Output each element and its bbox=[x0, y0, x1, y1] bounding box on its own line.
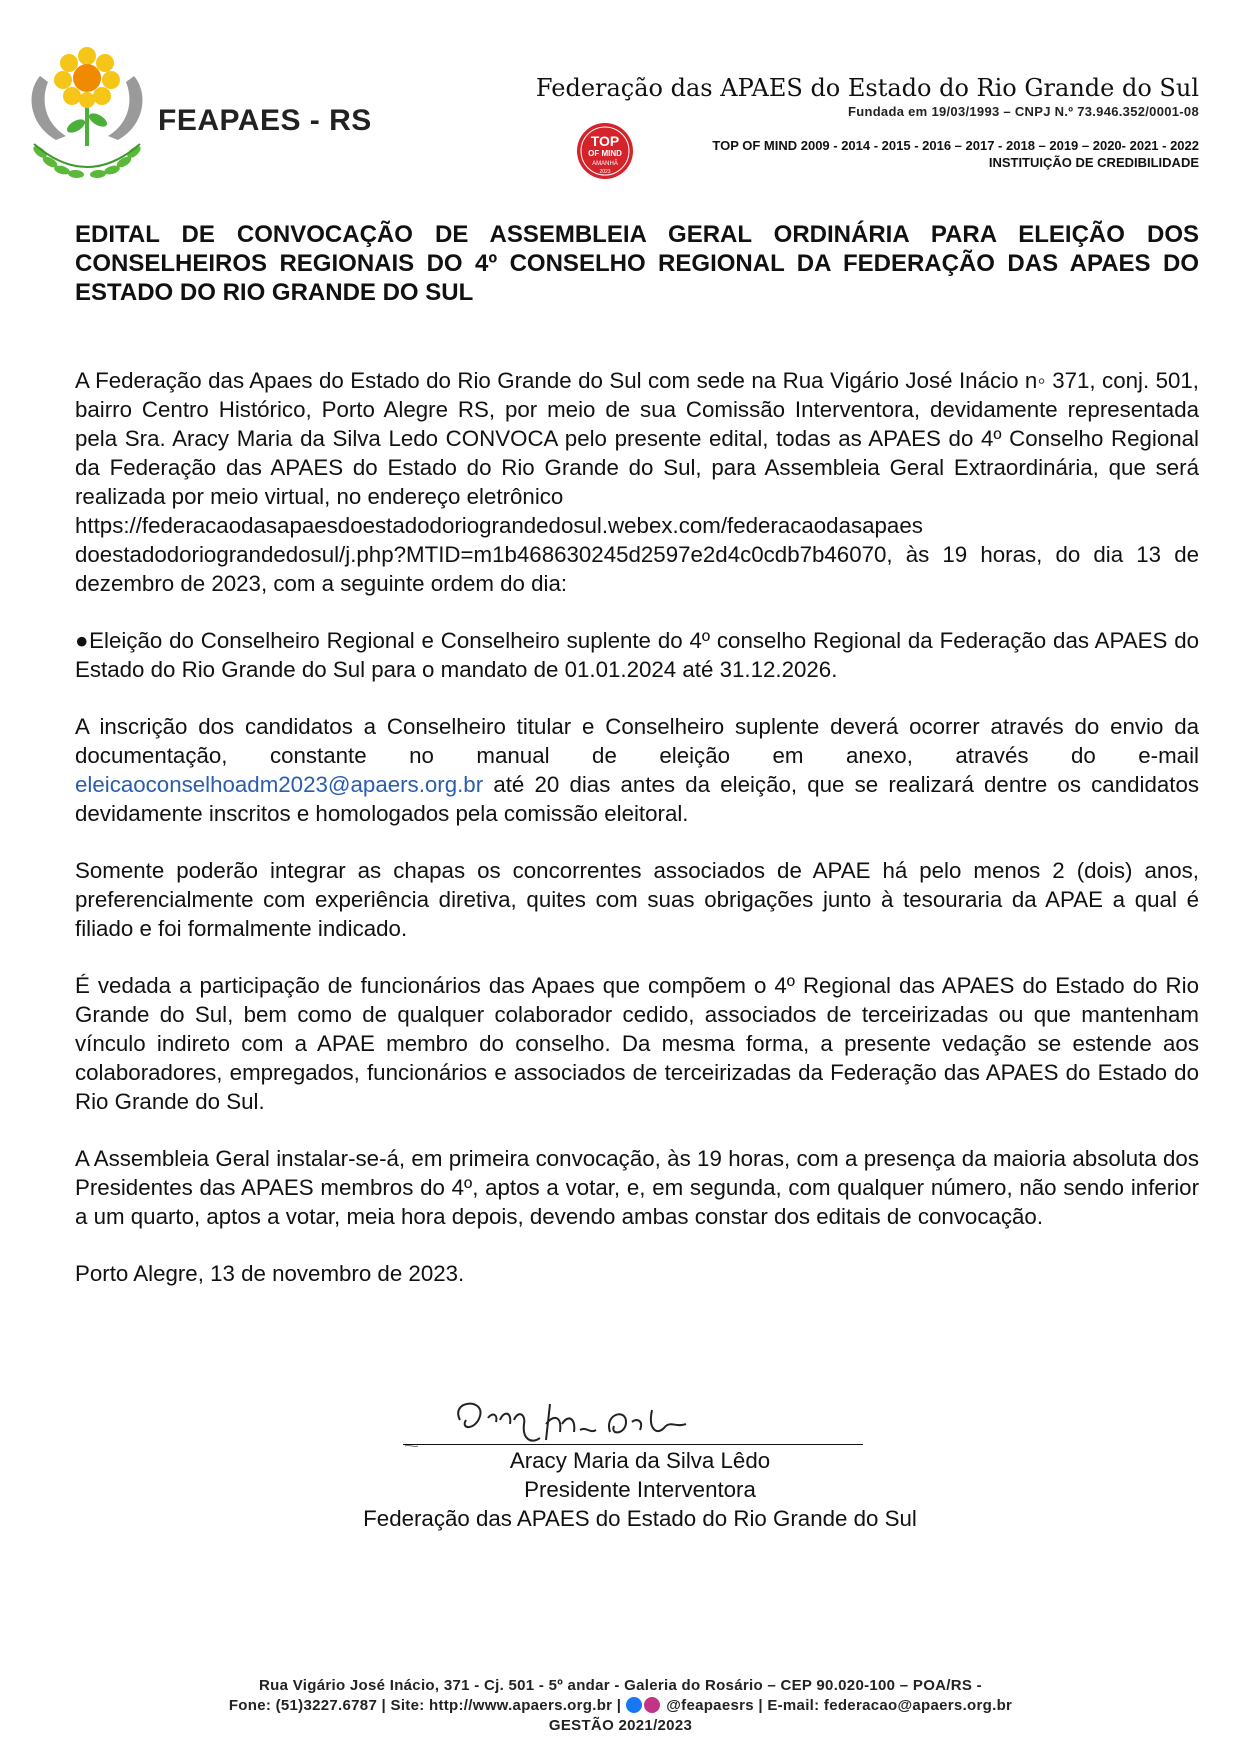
footer-contact-social-email: @feapaesrs | E-mail: federacao@apaers.org.br bbox=[661, 1697, 1013, 1714]
signatory-role: Presidente Interventora bbox=[524, 1477, 756, 1502]
bullet-icon: ● bbox=[75, 628, 90, 653]
badge-mid: OF MIND bbox=[588, 149, 622, 158]
edital-heading: EDITAL DE CONVOCAÇÃO DE ASSEMBLEIA GERAL ORDINÁRIA PARA ELEIÇÃO DOS CONSELHEIROS REGIONAIS DO 4º CONSELHO REGIONAL DA FEDERAÇÃO DAS APAES DO ESTADO DO RIO GRANDE DO SUL bbox=[75, 221, 1199, 306]
page-footer bbox=[0, 1676, 1241, 1736]
agenda-item bbox=[75, 626, 1199, 684]
footer-contact-phone-site: Fone: (51)3227.6787 | Site: http://www.apaers.org.br | bbox=[228, 1697, 626, 1714]
paragraph-eligibility: Somente poderão integrar as chapas os concorrentes associados de APAE há pelo menos 2 (dois) anos, preferencialmente com experiência diretiva, quites com suas obrigações junto à tesouraria da APAE a qual é filiado e foi formalmente indicado. bbox=[75, 858, 1199, 941]
paragraph-convocation bbox=[75, 366, 1199, 598]
paragraph-restrictions: É vedada a participação de funcionários das Apaes que compõem o 4º Regional das APAES do Estado do Rio Grande do Sul, bem como de qualquer colaborador cedido, associados de terceirizadas ou que mantenham vínculo indireto com a APAE membro do conselho. Da mesma forma, a presente vedação se estende aos colaboradores, empregados, funcionários e associados de terceirizadas da Federação das APAES do Estado do Rio Grande do Sul. bbox=[75, 973, 1199, 1114]
meeting-url-line-1: https://federacaodasapaesdoestadodoriograndedosul.webex.com/federacaodasapaes bbox=[75, 513, 923, 538]
signature-block bbox=[300, 1446, 980, 1533]
signatory-org: Federação das APAES do Estado do Rio Grande do Sul bbox=[363, 1506, 917, 1531]
org-subtitle: Fundada em 19/03/1993 – CNPJ N.º 73.946.352/0001-08 bbox=[847, 104, 1199, 119]
agenda-text: Eleição do Conselheiro Regional e Conselheiro suplente do 4º conselho Regional da Federação das APAES do Estado do Rio Grande do Sul para o mandato de 01.01.2024 até 31.12.2026. bbox=[75, 628, 1199, 682]
top-of-mind-years: TOP OF MIND 2009 - 2014 - 2015 - 2016 – 2017 - 2018 – 2019 – 2020- 2021 - 2022 bbox=[712, 138, 1199, 153]
paragraph-registration bbox=[75, 712, 1199, 828]
facebook-icon bbox=[626, 1697, 642, 1713]
convocation-tail: às 19 horas, do dia 13 de dezembro de 2023, com a seguinte ordem do dia: bbox=[75, 542, 1199, 596]
org-title: Federação das APAES do Estado do Rio Grande do Sul bbox=[535, 74, 1199, 102]
registration-text-after: até 20 dias antes da eleição, que se realizará dentre os candidatos devidamente inscritos e homologados pela comissão eleitoral. bbox=[75, 772, 1199, 826]
badge-year: 2023 bbox=[599, 169, 611, 175]
document-date: Porto Alegre, 13 de novembro de 2023. bbox=[75, 1261, 465, 1286]
footer-contact bbox=[0, 1696, 1241, 1716]
signatory-name: Aracy Maria da Silva Lêdo bbox=[509, 1448, 771, 1473]
paragraph-quorum: A Assembleia Geral instalar-se-á, em primeira convocação, às 19 horas, com a presença da maioria absoluta dos Presidentes das APAES membros do 4º, aptos a votar, e, em segunda, com qualquer número, não sendo inferior a um quarto, aptos a votar, meia hora depois, devendo ambas constar dos editais de convocação. bbox=[75, 1146, 1199, 1229]
badge-top: TOP bbox=[590, 133, 620, 149]
convocation-text: A Federação das Apaes do Estado do Rio Grande do Sul com sede na Rua Vigário José Inácio n◦ 371, conj. 501, bairro Centro Histórico, Porto Alegre RS, por meio de sua Comissão Interventora, devidamente representada pela Sra. Aracy Maria da Silva Ledo CONVOCA pelo presente edital, todas as APAES do 4º Conselho Regional da Federação das APAES do Estado do Rio Grande do Sul, para Assembleia Geral Extraordinária, que será realizada por meio virtual, no endereço eletrônico bbox=[75, 368, 1199, 509]
footer-management: GESTÃO 2021/2023 bbox=[548, 1717, 693, 1734]
badge-bottom: AMANHÃ bbox=[592, 161, 618, 167]
footer-address: Rua Vigário José Inácio, 371 - Cj. 501 - 5º andar - Galeria do Rosário – CEP 90.020-100 – POA/RS - bbox=[259, 1677, 982, 1694]
credibility-text: INSTITUIÇÃO DE CREDIBILIDADE bbox=[988, 155, 1199, 170]
registration-text-before: A inscrição dos candidatos a Conselheiro titular e Conselheiro suplente deverá ocorrer através do envio da documentação, constante no manual de eleição em anexo, através do e-mail bbox=[75, 714, 1199, 768]
top-of-mind-text bbox=[712, 137, 1199, 171]
signature-line bbox=[403, 1444, 863, 1445]
meeting-url-line-2: doestadodoriograndedosul/j.php?MTID=m1b468630245d2597e2d4c0cdb7b46070, bbox=[75, 542, 893, 567]
instagram-icon bbox=[644, 1697, 660, 1713]
feapaes-logo bbox=[22, 40, 152, 190]
edital-body bbox=[75, 366, 1199, 1316]
election-email-link[interactable]: eleicaoconselhoadm2023@apaers.org.br bbox=[75, 772, 484, 797]
top-of-mind-badge bbox=[576, 122, 634, 180]
brand-name: FEAPAES - RS bbox=[158, 104, 372, 137]
